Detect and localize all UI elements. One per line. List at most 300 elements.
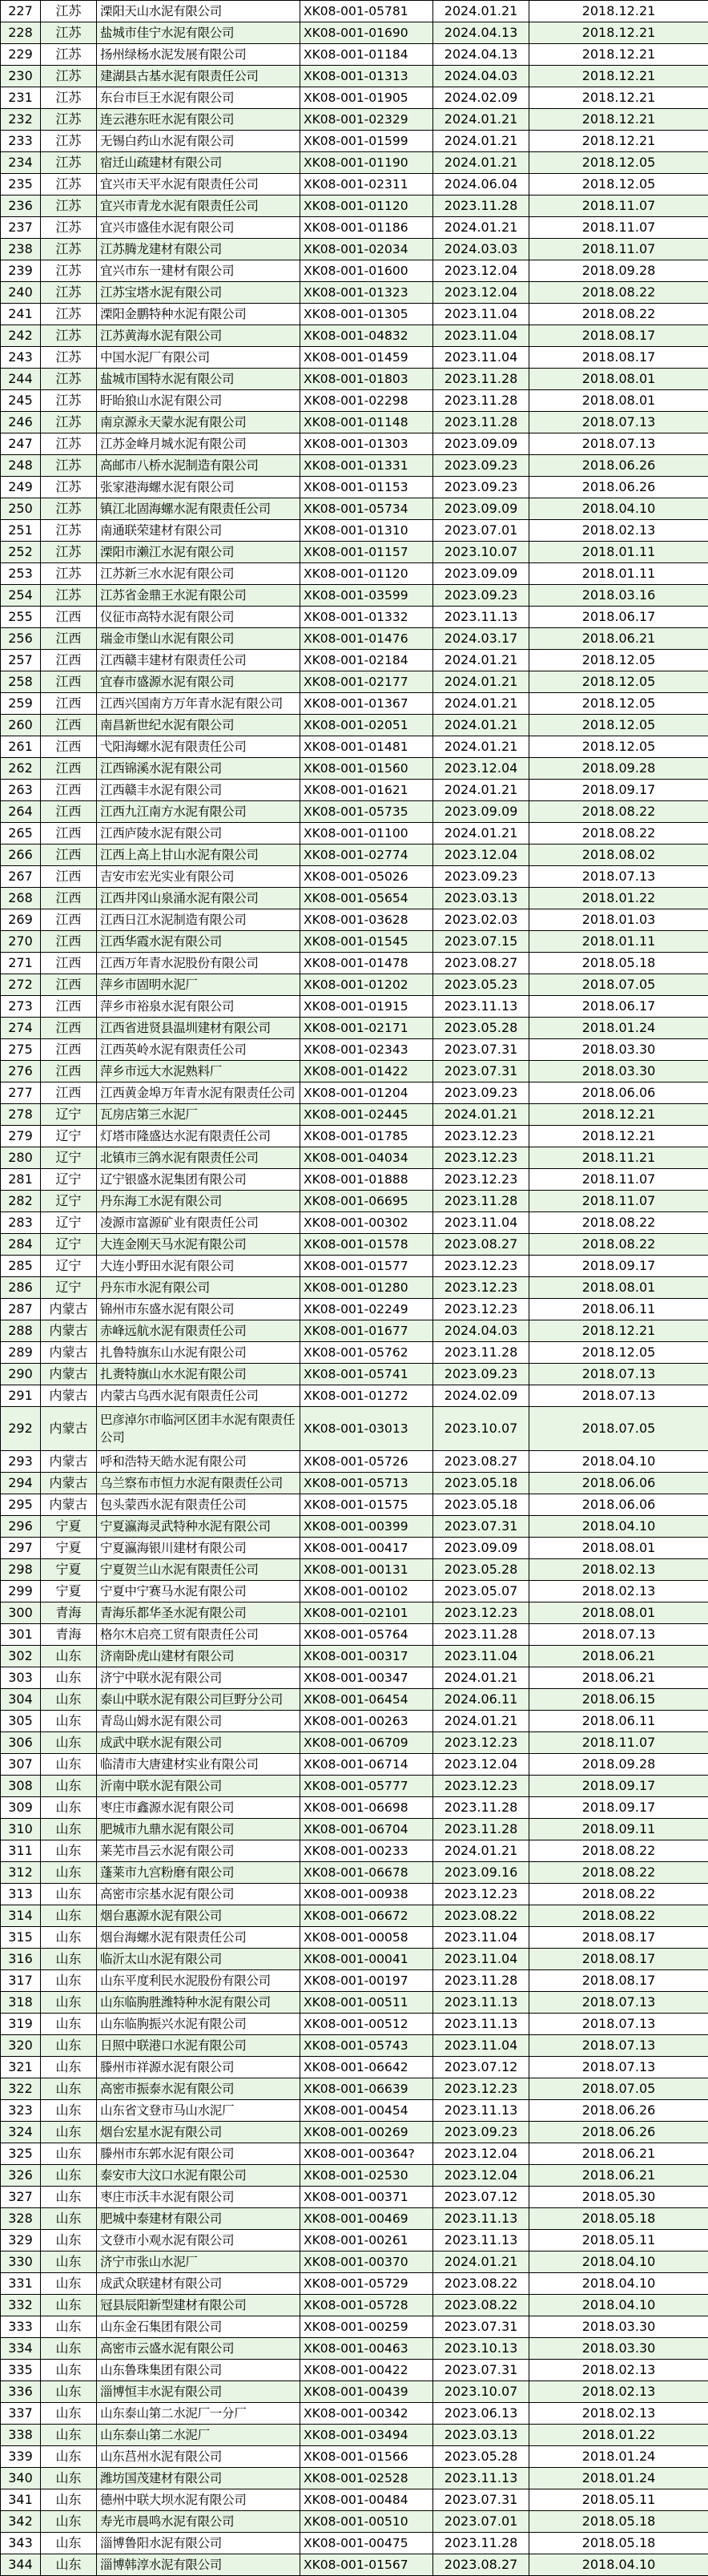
company-name-cell: 包头蒙西水泥有限责任公司 [97,1494,300,1516]
table-row [1,304,708,325]
company-name-cell: 宁夏中宁赛马水泥有限公司 [97,1581,300,1602]
expiry-date-cell: 2024.01.21 [433,715,529,736]
province-cell: 内蒙古 [41,1451,97,1473]
table-row [1,2122,708,2143]
expiry-date-cell: 2024.01.21 [433,650,529,671]
province-cell: 山东 [41,2381,97,2403]
province-cell: 山东 [41,2187,97,2208]
license-number-cell: XK08-001-06709 [300,1732,433,1754]
row-number-cell: 236 [1,196,41,217]
license-number-cell: XK08-001-02311 [300,174,433,196]
license-number-cell: XK08-001-00417 [300,1538,433,1559]
company-name-cell: 山东平度利民水泥股份有限公司 [97,1970,300,1992]
license-number-cell: XK08-001-02034 [300,239,433,260]
expiry-date-cell: 2023.12.23 [433,1602,529,1624]
company-name-cell: 泰安市大汶口水泥有限公司 [97,2165,300,2187]
province-cell: 江西 [41,801,97,823]
province-cell: 辽宁 [41,1191,97,1212]
company-name-cell: 江西省进贤县温圳建材有限公司 [97,1018,300,1039]
license-number-cell: XK08-001-02249 [300,1299,433,1320]
row-number-cell: 315 [1,1927,41,1949]
table-row [1,2446,708,2468]
expiry-date-cell: 2023.11.13 [433,607,529,628]
issue-date-cell: 2018.07.13 [529,433,708,455]
company-name-cell: 蓬莱市九宫粉磨有限公司 [97,1862,300,1884]
table-row [1,1018,708,1039]
issue-date-cell: 2018.09.28 [529,758,708,780]
company-name-cell: 淄博恒丰水泥有限公司 [97,2381,300,2403]
company-name-cell: 灯塔市隆盛达水泥有限责任公司 [97,1126,300,1147]
company-name-cell: 淄博韩淳水泥有限公司 [97,2554,300,2576]
row-number-cell: 307 [1,1754,41,1776]
company-name-cell: 大连小野田水泥有限公司 [97,1256,300,1277]
license-number-cell: XK08-001-03599 [300,585,433,607]
license-number-cell: XK08-001-01186 [300,217,433,239]
province-cell: 山东 [41,2533,97,2554]
license-number-cell: XK08-001-01478 [300,953,433,974]
license-number-cell: XK08-001-00511 [300,1992,433,2014]
license-number-cell: XK08-001-00263 [300,1711,433,1732]
issue-date-cell: 2018.09.17 [529,1256,708,1277]
table-row [1,498,708,520]
company-name-cell: 高邮市八桥水泥制造有限公司 [97,455,300,477]
province-cell: 山东 [41,1797,97,1819]
company-name-cell: 山东金石集团有限公司 [97,2316,300,2338]
province-cell: 山东 [41,1689,97,1711]
license-number-cell: XK08-001-01280 [300,1277,433,1299]
province-cell: 辽宁 [41,1277,97,1299]
company-name-cell: 青岛山姆水泥有限公司 [97,1711,300,1732]
expiry-date-cell: 2023.12.23 [433,2078,529,2100]
expiry-date-cell: 2024.01.21 [433,1840,529,1862]
province-cell: 内蒙古 [41,1364,97,1385]
license-number-cell: XK08-001-00439 [300,2381,433,2403]
table-row [1,1797,708,1819]
issue-date-cell: 2018.12.21 [529,109,708,131]
license-number-cell: XK08-001-01481 [300,736,433,758]
table-row [1,1776,708,1797]
expiry-date-cell: 2023.09.16 [433,1862,529,1884]
expiry-date-cell: 2023.11.04 [433,347,529,369]
issue-date-cell: 2018.06.06 [529,1082,708,1104]
table-row [1,1212,708,1234]
license-number-cell: XK08-001-00342 [300,2403,433,2425]
table-row [1,282,708,304]
license-number-cell: XK08-001-02774 [300,845,433,866]
license-number-cell: XK08-001-00484 [300,2489,433,2511]
row-number-cell: 279 [1,1126,41,1147]
province-cell: 江苏 [41,87,97,109]
province-cell: 山东 [41,1732,97,1754]
province-cell: 山东 [41,2208,97,2230]
company-name-cell: 乌兰察布市恒力水泥有限责任公司 [97,1473,300,1494]
province-cell: 江苏 [41,520,97,542]
table-row [1,2014,708,2035]
issue-date-cell: 2018.12.05 [529,736,708,758]
license-number-cell: XK08-001-01545 [300,931,433,953]
province-cell: 辽宁 [41,1104,97,1126]
table-row [1,1559,708,1581]
province-cell: 山东 [41,2489,97,2511]
company-name-cell: 镇江北固海螺水泥有限责任公司 [97,498,300,520]
table-row [1,1061,708,1082]
table-row [1,736,708,758]
province-cell: 江西 [41,909,97,931]
issue-date-cell: 2018.06.21 [529,628,708,650]
province-cell: 辽宁 [41,1212,97,1234]
license-number-cell: XK08-001-03628 [300,909,433,931]
row-number-cell: 275 [1,1039,41,1061]
company-name-cell: 宁夏贺兰山水泥有限责任公司 [97,1559,300,1581]
issue-date-cell: 2018.06.21 [529,1646,708,1667]
issue-date-cell: 2018.08.22 [529,1862,708,1884]
expiry-date-cell: 2023.10.07 [433,1407,529,1451]
expiry-date-cell: 2023.09.09 [433,801,529,823]
row-number-cell: 287 [1,1299,41,1320]
row-number-cell: 243 [1,347,41,369]
expiry-date-cell: 2023.09.23 [433,455,529,477]
issue-date-cell: 2018.11.07 [529,1191,708,1212]
issue-date-cell: 2018.12.21 [529,66,708,87]
company-name-cell: 江西上高上甘山水泥有限公司 [97,845,300,866]
table-row [1,390,708,412]
license-number-cell: XK08-001-02530 [300,2165,433,2187]
row-number-cell: 311 [1,1840,41,1862]
row-number-cell: 331 [1,2273,41,2295]
table-row [1,1646,708,1667]
province-cell: 山东 [41,2425,97,2446]
issue-date-cell: 2018.12.21 [529,1320,708,1342]
company-name-cell: 瑞金市堡山水泥有限公司 [97,628,300,650]
province-cell: 青海 [41,1624,97,1646]
table-row [1,109,708,131]
table-row [1,1299,708,1320]
issue-date-cell: 2018.06.21 [529,2143,708,2165]
company-name-cell: 文登市小观水泥有限公司 [97,2230,300,2251]
province-cell: 江苏 [41,390,97,412]
row-number-cell: 248 [1,455,41,477]
license-table-body [1,1,708,2576]
expiry-date-cell: 2024.04.13 [433,22,529,44]
table-row [1,2338,708,2360]
row-number-cell: 259 [1,693,41,715]
province-cell: 江苏 [41,66,97,87]
license-number-cell: XK08-001-05764 [300,1624,433,1646]
license-number-cell: XK08-001-06672 [300,1905,433,1927]
company-name-cell: 江西庐陵水泥有限公司 [97,823,300,845]
issue-date-cell: 2018.08.22 [529,304,708,325]
issue-date-cell: 2018.01.22 [529,2425,708,2446]
company-name-cell: 溧阳市濑江水泥有限公司 [97,542,300,563]
row-number-cell: 339 [1,2446,41,2468]
license-number-cell: XK08-001-01560 [300,758,433,780]
company-name-cell: 淄博鲁阳水泥有限公司 [97,2533,300,2554]
row-number-cell: 252 [1,542,41,563]
company-name-cell: 江苏宝塔水泥有限公司 [97,282,300,304]
issue-date-cell: 2018.12.05 [529,152,708,174]
province-cell: 山东 [41,1840,97,1862]
expiry-date-cell: 2024.01.21 [433,217,529,239]
table-row [1,152,708,174]
issue-date-cell: 2018.06.06 [529,1494,708,1516]
company-name-cell: 萍乡市固明水泥厂 [97,974,300,996]
table-row [1,2251,708,2273]
issue-date-cell: 2018.11.07 [529,196,708,217]
table-row [1,2208,708,2230]
row-number-cell: 230 [1,66,41,87]
province-cell: 山东 [41,2057,97,2078]
expiry-date-cell: 2023.08.27 [433,2554,529,2576]
issue-date-cell: 2018.08.01 [529,1538,708,1559]
province-cell: 山东 [41,1646,97,1667]
issue-date-cell: 2018.01.24 [529,1018,708,1039]
issue-date-cell: 2018.08.22 [529,282,708,304]
license-number-cell: XK08-001-01785 [300,1126,433,1147]
table-row [1,758,708,780]
license-number-cell: XK08-001-01577 [300,1256,433,1277]
issue-date-cell: 2018.04.10 [529,498,708,520]
issue-date-cell: 2018.07.05 [529,1407,708,1451]
license-number-cell: XK08-001-05726 [300,1451,433,1473]
table-row [1,2316,708,2338]
expiry-date-cell: 2023.12.04 [433,1754,529,1776]
company-name-cell: 江苏黄海水泥有限公司 [97,325,300,347]
company-name-cell: 江西井冈山泉涌水泥有限公司 [97,888,300,909]
province-cell: 山东 [41,2554,97,2576]
province-cell: 山东 [41,1905,97,1927]
province-cell: 江苏 [41,455,97,477]
issue-date-cell: 2018.11.07 [529,239,708,260]
company-name-cell: 丹东海工水泥有限公司 [97,1191,300,1212]
company-name-cell: 宜兴市东一建材有限公司 [97,260,300,282]
company-name-cell: 日照中联港口水泥有限公司 [97,2035,300,2057]
expiry-date-cell: 2023.10.07 [433,542,529,563]
expiry-date-cell: 2023.12.04 [433,260,529,282]
license-number-cell: XK08-001-01323 [300,282,433,304]
province-cell: 江苏 [41,585,97,607]
company-name-cell: 山东鲁珠集团有限公司 [97,2360,300,2381]
license-number-cell: XK08-001-02445 [300,1104,433,1126]
province-cell: 山东 [41,2446,97,2468]
table-row [1,2403,708,2425]
expiry-date-cell: 2023.11.04 [433,1646,529,1667]
issue-date-cell: 2018.09.28 [529,260,708,282]
issue-date-cell: 2018.11.07 [529,217,708,239]
license-number-cell: XK08-001-05026 [300,866,433,888]
company-name-cell: 宜春市盛源水泥有限公司 [97,671,300,693]
row-number-cell: 343 [1,2533,41,2554]
row-number-cell: 268 [1,888,41,909]
row-number-cell: 258 [1,671,41,693]
license-number-cell: XK08-001-03494 [300,2425,433,2446]
row-number-cell: 237 [1,217,41,239]
company-name-cell: 滕州市祥源水泥有限公司 [97,2057,300,2078]
table-row [1,455,708,477]
row-number-cell: 280 [1,1147,41,1169]
license-number-cell: XK08-001-01690 [300,22,433,44]
table-row [1,2057,708,2078]
province-cell: 江西 [41,823,97,845]
expiry-date-cell: 2023.05.23 [433,974,529,996]
row-number-cell: 319 [1,2014,41,2035]
expiry-date-cell: 2023.02.03 [433,909,529,931]
province-cell: 江西 [41,715,97,736]
province-cell: 江西 [41,1018,97,1039]
license-number-cell: XK08-001-04034 [300,1147,433,1169]
issue-date-cell: 2018.06.26 [529,2122,708,2143]
expiry-date-cell: 2023.07.01 [433,520,529,542]
expiry-date-cell: 2023.11.28 [433,412,529,433]
province-cell: 江西 [41,931,97,953]
province-cell: 内蒙古 [41,1342,97,1364]
row-number-cell: 244 [1,369,41,390]
province-cell: 江苏 [41,304,97,325]
province-cell: 山东 [41,2230,97,2251]
issue-date-cell: 2018.12.05 [529,650,708,671]
row-number-cell: 302 [1,1646,41,1667]
issue-date-cell: 2018.08.22 [529,1234,708,1256]
row-number-cell: 321 [1,2057,41,2078]
table-row [1,2554,708,2576]
row-number-cell: 325 [1,2143,41,2165]
table-row [1,1884,708,1905]
expiry-date-cell: 2023.09.23 [433,1082,529,1104]
row-number-cell: 342 [1,2511,41,2533]
expiry-date-cell: 2023.11.13 [433,1992,529,2014]
issue-date-cell: 2018.05.18 [529,953,708,974]
license-number-cell: XK08-001-00058 [300,1927,433,1949]
province-cell: 江西 [41,671,97,693]
issue-date-cell: 2018.02.13 [529,1581,708,1602]
expiry-date-cell: 2023.07.12 [433,2187,529,2208]
issue-date-cell: 2018.05.18 [529,2208,708,2230]
row-number-cell: 340 [1,2468,41,2489]
company-name-cell: 萍乡市裕泉水泥有限公司 [97,996,300,1018]
table-row [1,217,708,239]
table-row [1,325,708,347]
company-name-cell: 泰山中联水泥有限公司巨野分公司 [97,1689,300,1711]
license-number-cell: XK08-001-02298 [300,390,433,412]
license-number-cell: XK08-001-01915 [300,996,433,1018]
table-row [1,174,708,196]
issue-date-cell: 2018.08.17 [529,1970,708,1992]
table-row [1,542,708,563]
row-number-cell: 254 [1,585,41,607]
province-cell: 山东 [41,2403,97,2425]
company-name-cell: 江西赣丰水泥有限公司 [97,780,300,801]
issue-date-cell: 2018.05.18 [529,2511,708,2533]
province-cell: 宁夏 [41,1538,97,1559]
expiry-date-cell: 2023.05.28 [433,1018,529,1039]
company-name-cell: 弋阳海螺水泥有限责任公司 [97,736,300,758]
table-row [1,44,708,66]
company-name-cell: 济宁市张山水泥厂 [97,2251,300,2273]
company-name-cell: 张家港海螺水泥有限公司 [97,477,300,498]
province-cell: 江西 [41,1082,97,1104]
table-row [1,1732,708,1754]
expiry-date-cell: 2024.01.21 [433,693,529,715]
row-number-cell: 260 [1,715,41,736]
row-number-cell: 313 [1,1884,41,1905]
row-number-cell: 323 [1,2100,41,2122]
province-cell: 山东 [41,2468,97,2489]
province-cell: 辽宁 [41,1169,97,1191]
expiry-date-cell: 2023.09.09 [433,563,529,585]
license-number-cell: XK08-001-01367 [300,693,433,715]
table-row [1,1689,708,1711]
license-number-cell: XK08-001-00302 [300,1212,433,1234]
expiry-date-cell: 2023.11.04 [433,304,529,325]
issue-date-cell: 2018.12.21 [529,1126,708,1147]
row-number-cell: 285 [1,1256,41,1277]
table-row [1,996,708,1018]
license-number-cell: XK08-001-01578 [300,1234,433,1256]
issue-date-cell: 2018.02.13 [529,1559,708,1581]
issue-date-cell: 2018.06.26 [529,2100,708,2122]
issue-date-cell: 2018.07.13 [529,1624,708,1646]
company-name-cell: 大连金刚天马水泥有限公司 [97,1234,300,1256]
row-number-cell: 334 [1,2338,41,2360]
company-name-cell: 江西兴国南方万年青水泥有限公司 [97,693,300,715]
company-name-cell: 烟台惠源水泥有限公司 [97,1905,300,1927]
row-number-cell: 267 [1,866,41,888]
province-cell: 山东 [41,2122,97,2143]
province-cell: 山东 [41,2165,97,2187]
table-row [1,823,708,845]
row-number-cell: 246 [1,412,41,433]
table-row [1,693,708,715]
expiry-date-cell: 2024.01.21 [433,1711,529,1732]
issue-date-cell: 2018.04.10 [529,2251,708,2273]
issue-date-cell: 2018.07.13 [529,2057,708,2078]
expiry-date-cell: 2023.07.31 [433,2316,529,2338]
row-number-cell: 312 [1,1862,41,1884]
issue-date-cell: 2018.08.22 [529,1884,708,1905]
row-number-cell: 301 [1,1624,41,1646]
province-cell: 江西 [41,888,97,909]
issue-date-cell: 2018.07.13 [529,1364,708,1385]
issue-date-cell: 2018.07.13 [529,2014,708,2035]
company-name-cell: 高密市宗基水泥有限公司 [97,1884,300,1905]
expiry-date-cell: 2023.11.28 [433,1819,529,1840]
license-number-cell: XK08-001-00102 [300,1581,433,1602]
license-number-cell: XK08-001-05741 [300,1364,433,1385]
row-number-cell: 341 [1,2489,41,2511]
license-number-cell: XK08-001-01153 [300,477,433,498]
province-cell: 江苏 [41,1,97,22]
row-number-cell: 305 [1,1711,41,1732]
expiry-date-cell: 2023.11.28 [433,1970,529,1992]
table-row [1,260,708,282]
expiry-date-cell: 2023.09.23 [433,585,529,607]
issue-date-cell: 2018.06.11 [529,1711,708,1732]
issue-date-cell: 2018.04.10 [529,2295,708,2316]
province-cell: 江西 [41,996,97,1018]
expiry-date-cell: 2023.03.13 [433,2425,529,2446]
province-cell: 山东 [41,2078,97,2100]
company-name-cell: 格尔木启亮工贸有限责任公司 [97,1624,300,1646]
license-number-cell: XK08-001-01600 [300,260,433,282]
company-name-cell: 沂南中联水泥有限公司 [97,1776,300,1797]
company-name-cell: 山东泰山第二水泥厂一分厂 [97,2403,300,2425]
expiry-date-cell: 2023.12.23 [433,1776,529,1797]
row-number-cell: 235 [1,174,41,196]
company-name-cell: 江苏新三水水泥有限公司 [97,563,300,585]
table-row [1,196,708,217]
province-cell: 山东 [41,1711,97,1732]
issue-date-cell: 2018.07.13 [529,1385,708,1407]
license-number-cell: XK08-001-01190 [300,152,433,174]
